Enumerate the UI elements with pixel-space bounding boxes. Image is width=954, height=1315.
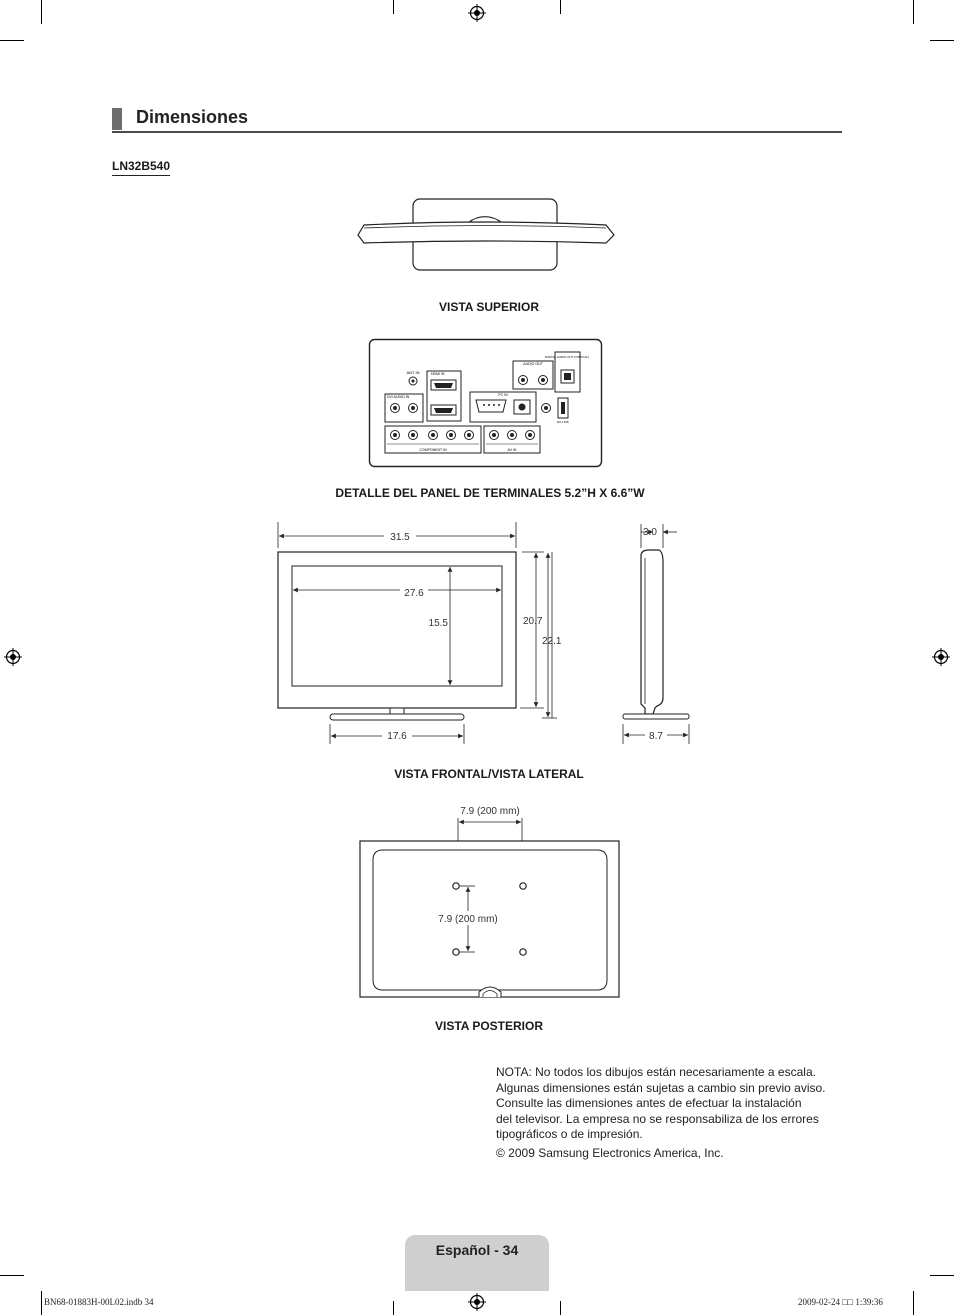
front-view-drawing <box>272 518 562 748</box>
crop-mark <box>0 40 24 41</box>
ex-link-label: EX-LINK <box>557 420 569 424</box>
crop-mark <box>393 1301 394 1315</box>
screen-height-value: 15.5 <box>428 618 448 629</box>
note-line: Consulte las dimensiones antes de efectuar la instalación <box>496 1096 802 1110</box>
dvi-audio-label: DVI AUDIO IN <box>387 395 410 399</box>
overall-width-value: 31.5 <box>390 532 410 543</box>
pc-in-label: PC IN <box>498 393 508 397</box>
stand-depth-value: 8.7 <box>649 731 663 742</box>
section-title: Dimensiones <box>136 107 249 127</box>
section-divider <box>112 131 842 133</box>
terminal-panel-drawing <box>368 338 604 469</box>
page-number-tab <box>405 1235 549 1291</box>
footer-timestamp: 2009-02-24 □□ 1:39:36 <box>798 1297 883 1307</box>
crop-mark <box>41 0 42 24</box>
top-view-drawing <box>350 195 620 275</box>
crop-mark <box>0 1275 24 1276</box>
crop-mark <box>913 1291 914 1315</box>
model-number: LN32B540 <box>112 159 170 176</box>
page-number: Español - 34 <box>435 1242 519 1258</box>
stand-width-value: 17.6 <box>387 731 407 742</box>
note-block <box>496 1065 841 1161</box>
body-height-value: 20.7 <box>523 616 543 627</box>
crop-mark <box>560 0 561 14</box>
depth-value: 3.0 <box>643 527 657 538</box>
total-height-value: 22.1 <box>542 636 562 647</box>
optical-label: DIGITAL AUDIO OUT (OPTICAL) <box>544 355 590 359</box>
audio-out-label: AUDIO OUT <box>523 362 543 366</box>
av-in-label: AV IN <box>507 448 517 452</box>
crop-mark <box>913 0 914 24</box>
rear-view-caption: VISTA POSTERIOR <box>434 1019 543 1033</box>
terminal-panel-caption: DETALLE DEL PANEL DE TERMINALES 5.2”H X 6.6”W <box>335 486 645 500</box>
registration-mark-icon <box>468 4 486 22</box>
ant-in-label: ANT IN <box>406 370 420 375</box>
crop-mark <box>930 1275 954 1276</box>
note-line: tipográficos o de impresión. <box>496 1127 643 1141</box>
vesa-vertical-value: 7.9 (200 mm) <box>438 914 498 925</box>
copyright-text: © 2009 Samsung Electronics America, Inc. <box>496 1145 724 1160</box>
hdmi-in-label: HDMI IN <box>431 372 445 376</box>
footer-file-info: BN68-01883H-00L02.indb 34 <box>44 1297 154 1307</box>
registration-mark-icon <box>4 648 22 666</box>
registration-mark-icon <box>932 648 950 666</box>
crop-mark <box>41 1291 42 1315</box>
crop-mark <box>560 1301 561 1315</box>
vesa-horizontal-value: 7.9 (200 mm) <box>460 806 520 817</box>
front-side-caption: VISTA FRONTAL/VISTA LATERAL <box>394 767 584 781</box>
component-in-label: COMPONENT IN <box>419 448 447 452</box>
note-line: del televisor. La empresa no se responsabiliza de los errores <box>496 1111 819 1126</box>
screen-width-value: 27.6 <box>404 588 424 599</box>
note-line: Algunas dimensiones están sujetas a cambio sin previo aviso. <box>496 1080 826 1095</box>
registration-mark-icon <box>468 1293 486 1311</box>
section-marker <box>112 108 122 130</box>
note-line: NOTA: No todos los dibujos están necesariamente a escala. <box>496 1065 816 1079</box>
crop-mark <box>393 0 394 14</box>
rear-view-drawing <box>355 800 625 1005</box>
side-view-drawing <box>615 518 695 748</box>
top-view-caption: VISTA SUPERIOR <box>438 300 539 314</box>
crop-mark <box>930 40 954 41</box>
